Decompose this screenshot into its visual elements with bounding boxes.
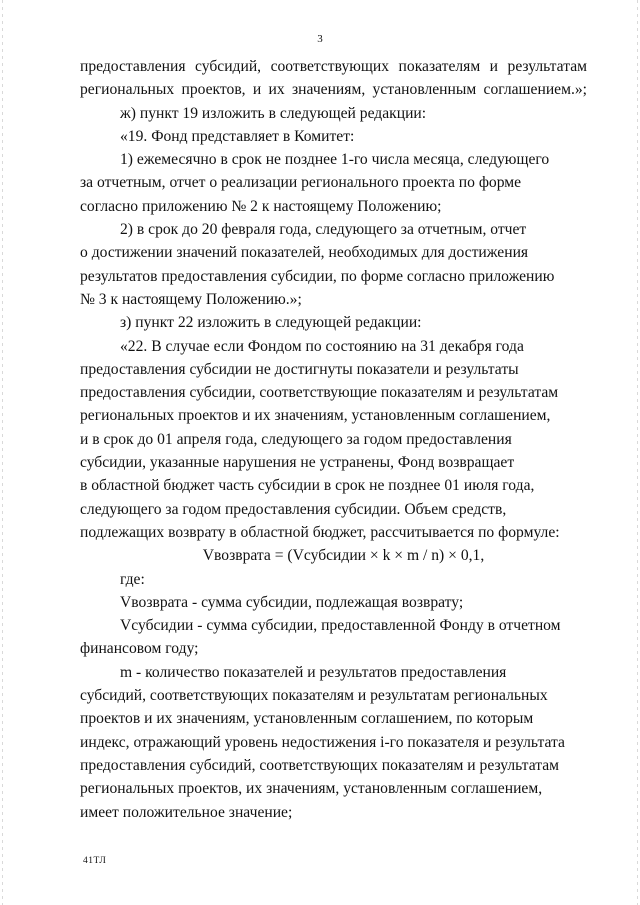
document-body — [80, 55, 587, 824]
text-line: и в срок до 01 апреля года, следующего за годом предоставления — [80, 430, 512, 448]
text-line: субсидий, соответствующих показателям и результатам региональных — [80, 687, 548, 705]
text-line: региональных проектов, и их значениям, установленным соглашением.»; — [80, 81, 587, 99]
text-line: индекс, отражающий уровень недостижения i-го показателя и результата — [80, 733, 565, 751]
paragraph-item-z — [80, 311, 587, 334]
text-line: 1) ежемесячно в срок не позднее 1-го числа месяца, следующего — [120, 151, 550, 169]
text-line: согласно приложению № 2 к настоящему Положению; — [80, 197, 442, 215]
scan-edge-left — [2, 0, 3, 905]
formula-text: Vвозврата = (Vсубсидии × k × m / n) × 0,1, — [202, 547, 485, 565]
text-line: m - количество показателей и результатов предоставления — [120, 663, 507, 681]
text-line: ж) пункт 19 изложить в следующей редакции: — [120, 104, 427, 122]
paragraph-where — [80, 568, 587, 591]
footer-code: 41ТЛ — [83, 856, 107, 866]
text-line: предоставления субсидии не достигнуты показатели и результаты — [80, 360, 519, 378]
text-line: «19. Фонд представляет в Комитет: — [120, 127, 355, 145]
text-line: подлежащих возврату в областной бюджет, рассчитывается по формуле: — [80, 523, 560, 541]
paragraph-continuation — [80, 55, 587, 102]
text-line: з) пункт 22 изложить в следующей редакции: — [120, 314, 422, 332]
text-line: региональных проектов и их значениям, установленным соглашением, — [80, 407, 551, 425]
text-line: имеет положительное значение; — [80, 803, 293, 821]
text-line: региональных проектов, их значениям, установленным соглашением, — [80, 780, 543, 798]
text-line: предоставления субсидий, соответствующих показателям и результатам — [80, 58, 587, 75]
text-line: 2) в срок до 20 февраля года, следующего за отчетным, отчет — [120, 221, 527, 239]
text-line: проектов и их значениям, установленным соглашением, по которым — [80, 710, 534, 728]
text-line: за отчетным, отчет о реализации регионального проекта по форме — [80, 174, 522, 192]
text-line: субсидии, указанные нарушения не устранены, Фонд возвращает — [80, 454, 515, 472]
text-line: № 3 к настоящему Положению.»; — [80, 290, 302, 308]
text-line: финансовом году; — [80, 640, 199, 658]
text-line: «22. В случае если Фондом по состоянию на 31 декабря года — [120, 337, 524, 355]
paragraph-def-m — [80, 661, 587, 824]
text-line: Vсубсидии - сумма субсидии, предоставленной Фонду в отчетном — [120, 617, 561, 635]
paragraph-def-vreturn — [80, 591, 587, 614]
paragraph-subitem-1 — [80, 148, 587, 218]
paragraph-item-zh — [80, 102, 587, 125]
text-line: о достижении значений показателей, необходимых для достижения — [80, 244, 529, 262]
paragraph-clause-19 — [80, 125, 587, 148]
scan-edge-right — [637, 0, 638, 905]
text-line: предоставления субсидии, соответствующие показателям и результатам — [80, 384, 559, 402]
text-line: где: — [120, 570, 145, 588]
paragraph-subitem-2 — [80, 218, 587, 311]
page-number: 3 — [317, 33, 323, 45]
paragraph-clause-22 — [80, 335, 587, 545]
text-line: Vвозврата - сумма субсидии, подлежащая возврату; — [120, 593, 464, 611]
text-line: в областной бюджет часть субсидии в срок не позднее 01 июля года, — [80, 477, 535, 495]
paragraph-def-vsubsidy — [80, 614, 587, 661]
formula — [80, 544, 587, 567]
text-line: результатов предоставления субсидии, по форме согласно приложению — [80, 267, 555, 285]
text-line: следующего за годом предоставления субсидии. Объем средств, — [80, 500, 507, 518]
text-line: предоставления субсидий, соответствующих показателям и результатам — [80, 756, 560, 774]
